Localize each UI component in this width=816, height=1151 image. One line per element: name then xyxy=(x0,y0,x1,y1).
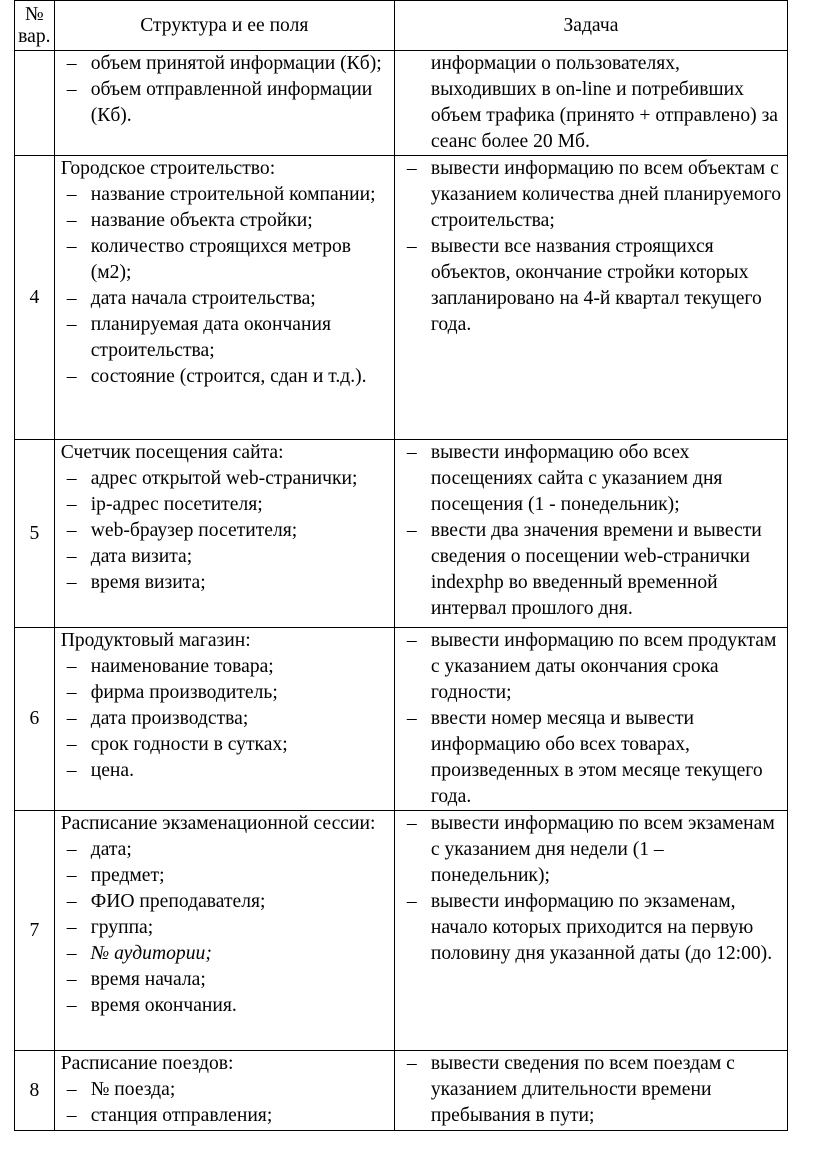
task-cell xyxy=(394,811,787,1051)
field-item: – дата визита; xyxy=(61,544,388,570)
task-cell xyxy=(394,1051,787,1131)
field-item: – ip-адрес посетителя; xyxy=(61,492,388,518)
task-text: информации о пользователях, выходивших в on-line и потребивших объем трафика (принято + отправлено) за сеанс более 20 Мб. xyxy=(430,53,779,152)
field-item: – количество строящихся метров (м2); xyxy=(61,234,388,286)
row-number: 7 xyxy=(15,811,55,1051)
structure-title: Счетчик посещения сайта: xyxy=(60,442,284,463)
row-number: 8 xyxy=(15,1051,55,1131)
task-item: – вывести сведения по всем поездам с указанием длительности времени пребывания в пути; xyxy=(401,1051,781,1129)
structure-title: Расписание экзаменационной сессии: xyxy=(60,813,376,834)
table-row xyxy=(15,811,788,1051)
task-cell xyxy=(394,51,787,156)
field-item: – группа; xyxy=(61,915,388,941)
structure-cell xyxy=(54,440,394,628)
row-number xyxy=(15,51,55,156)
field-item: – время начала; xyxy=(61,967,388,993)
task-item: – вывести информацию по всем объектам с указанием количества дней планируемого строительства; xyxy=(401,156,781,234)
task-cell xyxy=(394,440,787,628)
field-item: – название строительной компании; xyxy=(61,182,388,208)
structure-cell xyxy=(54,628,394,811)
field-item: – планируемая дата окончания строительства; xyxy=(61,312,388,364)
field-item: – дата производства; xyxy=(61,706,388,732)
field-item: – web-браузер посетителя; xyxy=(61,518,388,544)
task-item: – ввести два значения времени и вывести сведения о посещении web-странички indexphp во введенный временной интервал прошлого дня. xyxy=(401,518,781,622)
task-item: – ввести номер месяца и вывести информацию обо всех товарах, произведенных в этом месяце текущего года. xyxy=(401,706,781,810)
field-item: – название объекта стройки; xyxy=(61,208,388,234)
field-item: – объем отправленной информации (Кб). xyxy=(61,77,388,129)
task-item: – вывести информацию по всем продуктам с указанием даты окончания срока годности; xyxy=(401,628,781,706)
row-number: 5 xyxy=(15,440,55,628)
field-item: – время визита; xyxy=(61,570,388,596)
header-structure: Структура и ее поля xyxy=(54,1,394,51)
structure-title: Расписание поездов: xyxy=(60,1053,234,1074)
structure-cell xyxy=(54,51,394,156)
task-item: – вывести информацию обо всех посещениях сайта с указанием дня посещения (1 - понедельник); xyxy=(401,440,781,518)
field-item: – время окончания. xyxy=(61,993,388,1019)
task-item: – вывести информацию по экзаменам, начало которых приходится на первую половину дня указанной даты (до 12:00). xyxy=(401,889,781,967)
field-item: – № поезда; xyxy=(61,1077,388,1103)
table-row xyxy=(15,1051,788,1131)
field-item: – объем принятой информации (Кб); xyxy=(61,51,388,77)
task-item: – вывести информацию по всем экзаменам с указанием дня недели (1 – понедельник); xyxy=(401,811,781,889)
field-item: – предмет; xyxy=(61,863,388,889)
table-row xyxy=(15,628,788,811)
field-item: – цена. xyxy=(61,758,388,784)
field-item: – срок годности в сутках; xyxy=(61,732,388,758)
table-header-row xyxy=(15,1,788,51)
task-cell xyxy=(394,156,787,440)
row-number: 6 xyxy=(15,628,55,811)
structure-cell xyxy=(54,156,394,440)
variants-table xyxy=(14,0,788,1131)
structure-cell xyxy=(54,1051,394,1131)
field-item: – № аудитории; xyxy=(61,941,388,967)
table-row xyxy=(15,51,788,156)
field-item: – станция отправления; xyxy=(61,1103,388,1129)
field-item: – наименование товара; xyxy=(61,654,388,680)
header-task: Задача xyxy=(394,1,787,51)
structure-title: Продуктовый магазин: xyxy=(60,630,251,651)
structure-cell xyxy=(54,811,394,1051)
header-number: № вар. xyxy=(15,1,55,51)
field-item: – фирма производитель; xyxy=(61,680,388,706)
row-number: 4 xyxy=(15,156,55,440)
structure-title: Городское строительство: xyxy=(60,158,276,179)
task-cell xyxy=(394,628,787,811)
table-row xyxy=(15,156,788,440)
field-item: – дата начала строительства; xyxy=(61,286,388,312)
field-item: – дата; xyxy=(61,837,388,863)
field-item: – состояние (строится, сдан и т.д.). xyxy=(61,364,388,390)
field-item: – ФИО преподавателя; xyxy=(61,889,388,915)
field-item: – адрес открытой web-странички; xyxy=(61,466,388,492)
table-row xyxy=(15,440,788,628)
task-item: – вывести все названия строящихся объектов, окончание стройки которых запланировано на 4-й квартал текущего года. xyxy=(401,234,781,338)
